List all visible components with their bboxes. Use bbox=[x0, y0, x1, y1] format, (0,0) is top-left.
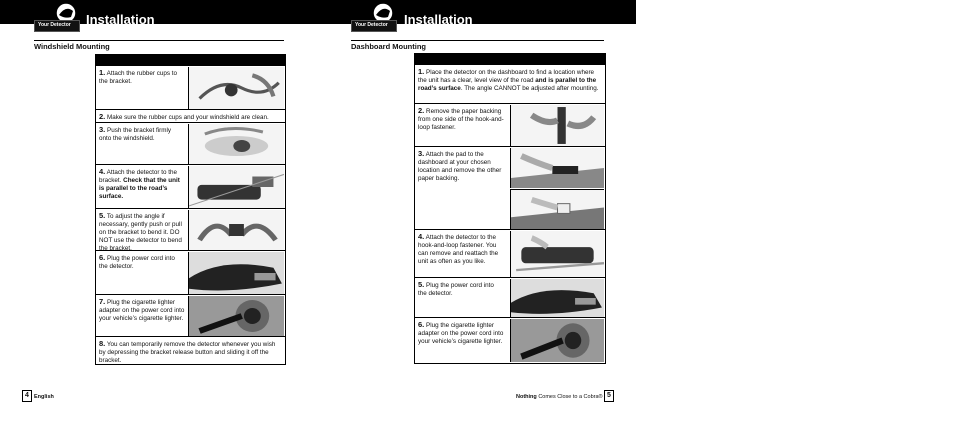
step-item bbox=[415, 103, 605, 147]
step-text: Attach the pad to the dashboard at your chosen location and remove the other paper backing. bbox=[418, 151, 502, 182]
step-text: Place the detector on the dashboard to find a location where the unit has a clear, level view of the road bbox=[418, 69, 595, 84]
footer-text: Comes Close to a Cobra® bbox=[538, 394, 603, 400]
detector-logo-left bbox=[34, 0, 78, 30]
step-text: Plug the power cord into the detector. bbox=[418, 282, 494, 297]
step-item bbox=[415, 64, 605, 104]
illustration-adjust-angle bbox=[188, 210, 284, 250]
step-item bbox=[415, 229, 605, 278]
step-text: Plug the cigarette lighter adapter on the power cord into your vehicle’s cigarette lighter. bbox=[418, 322, 504, 345]
step-item bbox=[96, 250, 285, 295]
box-header-bar bbox=[96, 55, 285, 65]
illustration-attach-pad bbox=[510, 148, 604, 188]
footer-tagline bbox=[516, 394, 603, 400]
illustration-remove-paper bbox=[510, 189, 604, 229]
step-text: Plug the cigarette lighter adapter on the power cord into your vehicle’s cigarette lighter. bbox=[99, 299, 185, 322]
step-item bbox=[96, 294, 285, 337]
illustration-lighter-plug bbox=[510, 319, 604, 362]
divider bbox=[351, 40, 604, 41]
step-number: 1. bbox=[418, 67, 425, 76]
illustration-attach-to-fastener bbox=[510, 231, 604, 277]
step-text: Plug the power cord into the detector. bbox=[99, 255, 175, 270]
step-item bbox=[96, 122, 285, 165]
box-header-bar bbox=[415, 54, 605, 64]
step-text: You can temporarily remove the detector whenever you wish by depressing the bracket release button and sliding it off the bracket. bbox=[99, 341, 276, 364]
step-item bbox=[415, 277, 605, 318]
page-number: 4 bbox=[22, 390, 32, 402]
page-title: Installation bbox=[86, 12, 155, 27]
step-text: Attach the rubber cups to the bracket. bbox=[99, 70, 178, 85]
page-title: Installation bbox=[404, 12, 473, 27]
tab-label: Your Detector bbox=[355, 22, 388, 28]
step-number: 2. bbox=[99, 112, 106, 121]
step-text: Attach the detector to the hook-and-loop fastener. You can remove and reattach the unit as often as you like. bbox=[418, 234, 499, 265]
step-item bbox=[96, 208, 285, 251]
section-heading: Dashboard Mounting bbox=[351, 42, 426, 51]
steps-box-right bbox=[414, 53, 606, 364]
step-text: Remove the paper backing from one side of the hook-and-loop fastener. bbox=[418, 108, 504, 131]
step-number: 5. bbox=[99, 211, 106, 220]
step-emphasis: Check that the unit is parallel to the road’s surface. bbox=[99, 177, 180, 200]
step-number: 3. bbox=[99, 125, 106, 134]
footer-brand: Nothing bbox=[516, 394, 537, 400]
step-number: 2. bbox=[418, 106, 425, 115]
step-item bbox=[96, 164, 285, 209]
step-number: 4. bbox=[99, 167, 106, 176]
illustration-lighter-plug bbox=[188, 296, 284, 336]
divider bbox=[34, 40, 284, 41]
step-item bbox=[415, 317, 605, 363]
detector-logo-right bbox=[351, 0, 395, 30]
step-number: 6. bbox=[99, 253, 106, 262]
step-emphasis: and is parallel to the road’s surface bbox=[418, 77, 597, 92]
illustration-attach-detector bbox=[188, 166, 284, 208]
step-number: 6. bbox=[418, 320, 425, 329]
illustration-power-cord bbox=[188, 252, 284, 294]
page-number: 5 bbox=[604, 390, 614, 402]
step-text: To adjust the angle if necessary, gently push or pull on the bracket to bend it. DO NOT use the detector to bend the bracket. bbox=[99, 213, 182, 252]
section-heading: Windshield Mounting bbox=[34, 42, 110, 51]
step-number: 3. bbox=[418, 149, 425, 158]
illustration-remove-backing bbox=[510, 105, 604, 146]
illustration-push-bracket bbox=[188, 124, 284, 164]
step-text: Push the bracket firmly onto the windshield. bbox=[99, 127, 172, 142]
step-item bbox=[96, 65, 285, 110]
step-text: Attach the detector to the bracket. bbox=[99, 169, 178, 184]
step-text-tail: . The angle CANNOT be adjusted after mounting. bbox=[460, 85, 599, 92]
step-item bbox=[415, 146, 605, 230]
illustration-power-cord bbox=[510, 279, 604, 317]
step-item bbox=[96, 109, 285, 123]
step-number: 5. bbox=[418, 280, 425, 289]
step-number: 4. bbox=[418, 232, 425, 241]
steps-box-left bbox=[95, 54, 286, 365]
tab-label: Your Detector bbox=[38, 22, 71, 28]
step-number: 1. bbox=[99, 68, 106, 77]
step-number: 8. bbox=[99, 339, 106, 348]
illustration-rubber-cups bbox=[188, 67, 284, 109]
step-item bbox=[96, 336, 285, 364]
step-number: 7. bbox=[99, 297, 106, 306]
step-text: Make sure the rubber cups and your windshield are clean. bbox=[107, 114, 269, 121]
footer-text: English bbox=[34, 394, 54, 400]
